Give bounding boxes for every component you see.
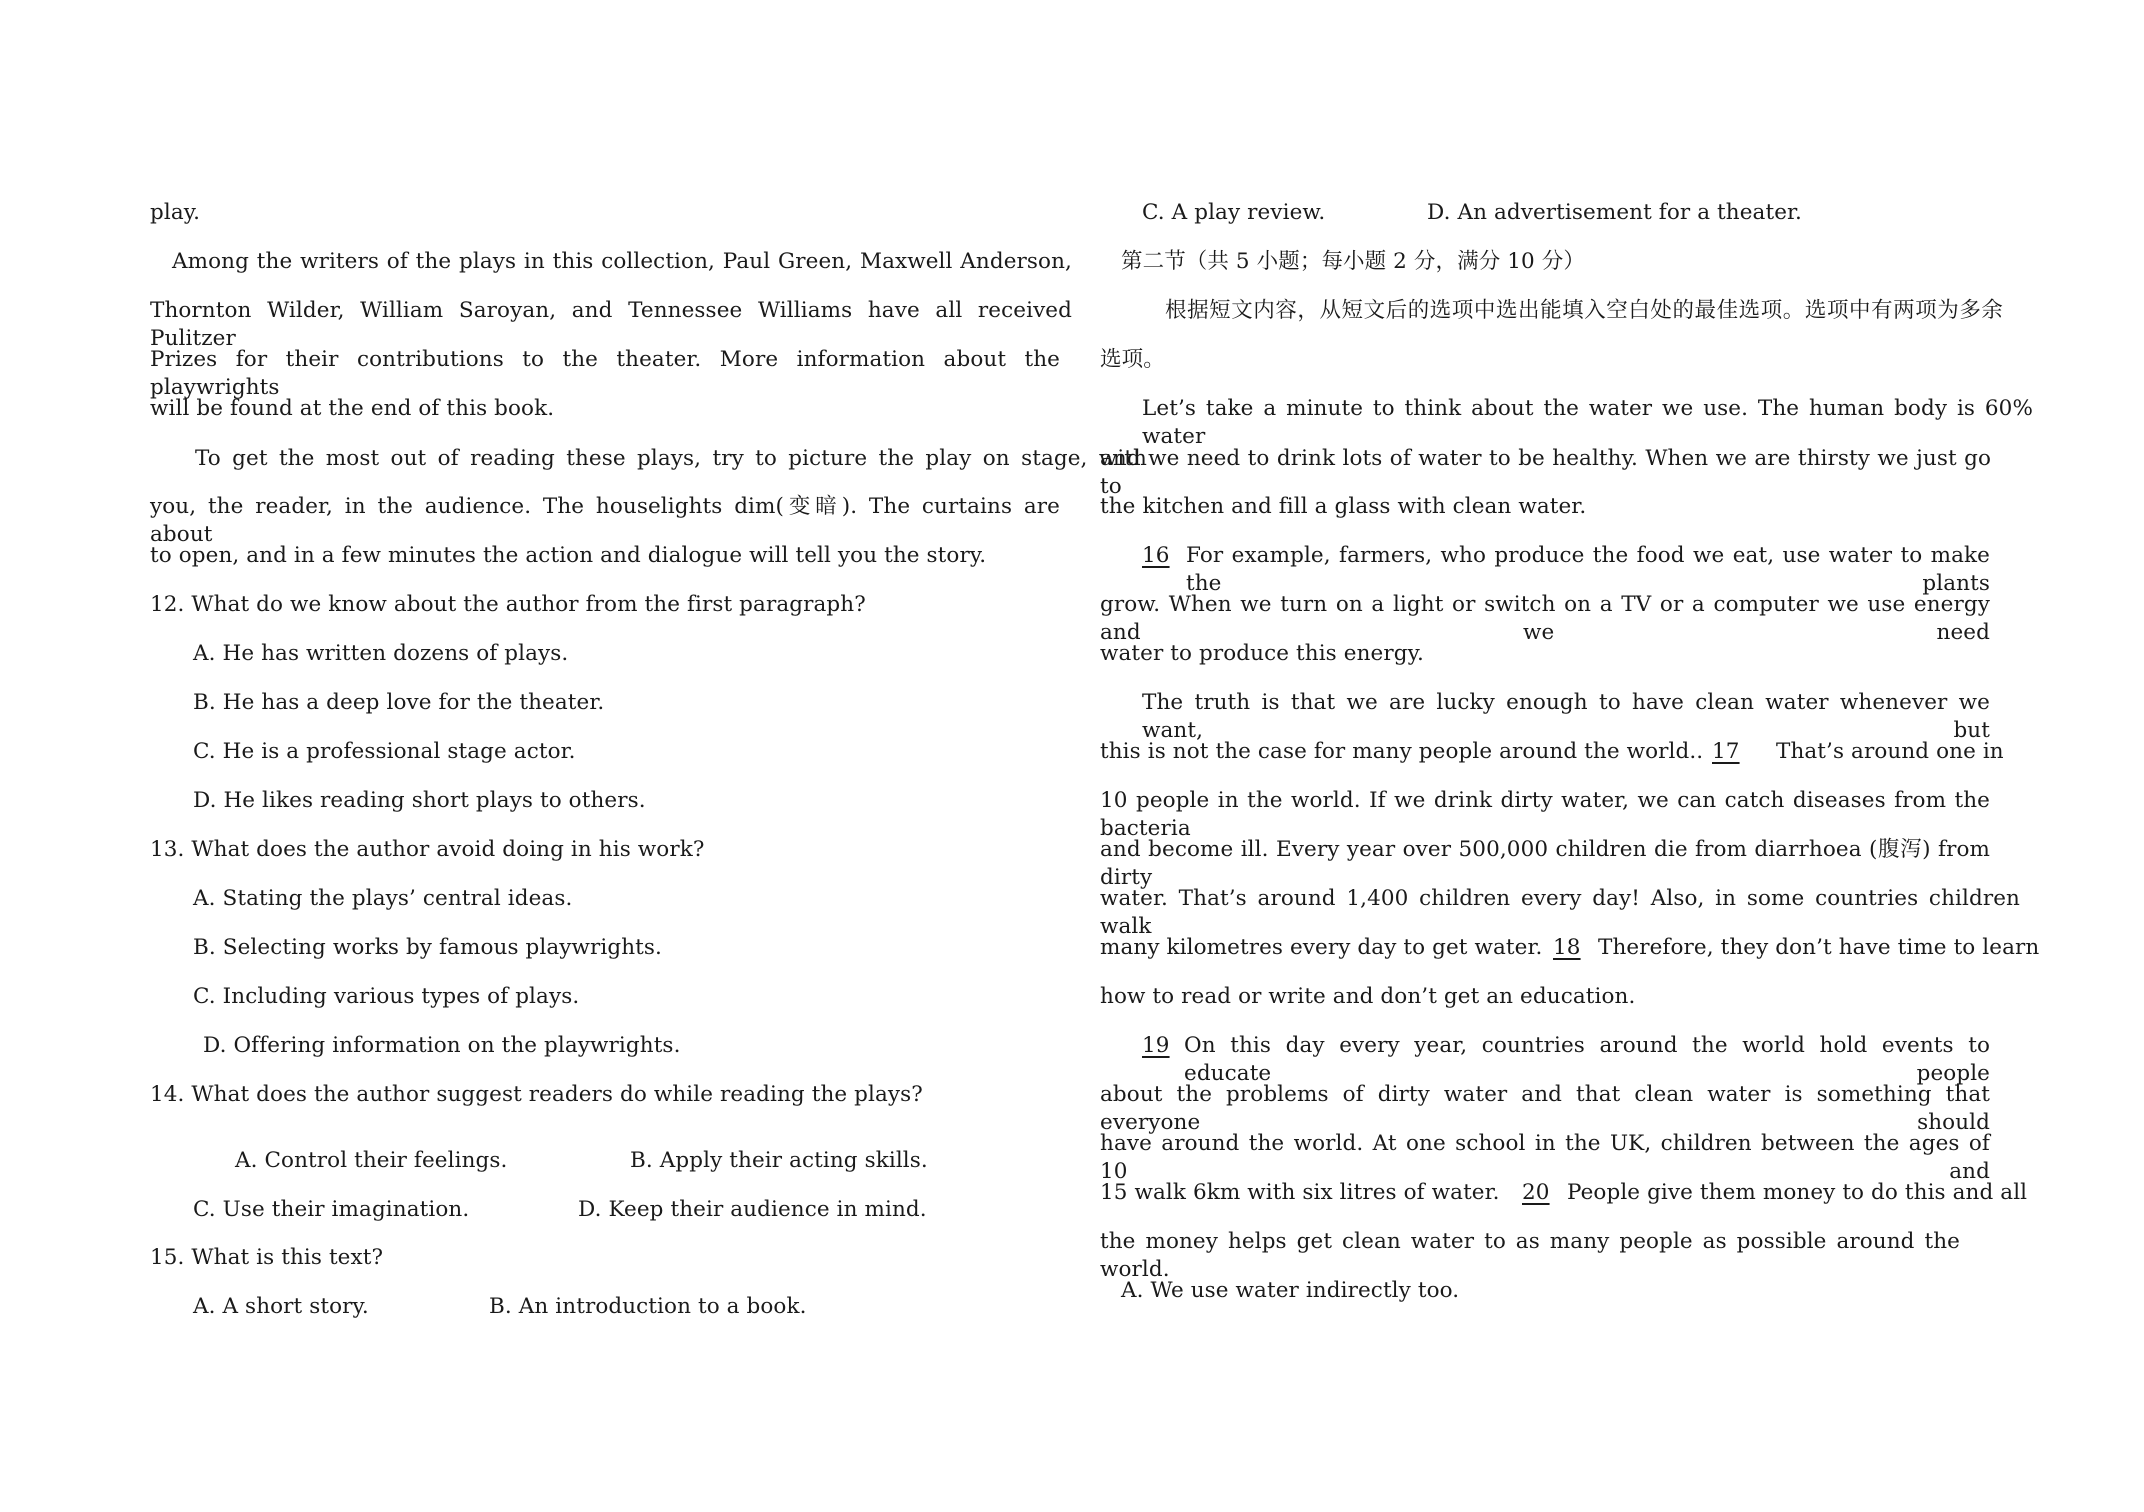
passage-line: 10 people in the world. If we drink dirty water, we can catch diseases from the bacteria: [1100, 788, 1990, 841]
passage-line: to open, and in a few minutes the action and dialogue will tell you the story.: [150, 543, 987, 568]
passage-line: grow. When we turn on a light or switch on a TV or a computer we use energy and we need: [1100, 592, 1990, 645]
passage-line: People give them money to do this and all: [1567, 1180, 2028, 1205]
option-12c: C. He is a professional stage actor.: [193, 739, 576, 764]
passage-line: To get the most out of reading these plays, try to picture the play on stage, with: [195, 446, 1147, 471]
passage-line: and become ill. Every year over 500,000 children die from diarrhoea (腹泻) from dirty: [1100, 837, 1990, 890]
blank-16: 16: [1142, 543, 1170, 568]
option-12b: B. He has a deep love for the theater.: [193, 690, 605, 715]
passage-line: will be found at the end of this book.: [150, 396, 555, 421]
passage-line: Among the writers of the plays in this collection, Paul Green, Maxwell Anderson,: [172, 249, 1072, 274]
passage-line: Therefore, they don’t have time to learn: [1598, 935, 2040, 960]
passage-line: On this day every year, countries around the world hold events to educate people: [1184, 1033, 1990, 1086]
passage-line: how to read or write and don’t get an education.: [1100, 984, 1636, 1009]
passage-line: many kilometres every day to get water.: [1100, 935, 1543, 960]
blank-18: 18: [1553, 935, 1581, 960]
passage-line: 15 walk 6km with six litres of water.: [1100, 1180, 1500, 1205]
passage-line: about the problems of dirty water and that clean water is something that everyone should: [1100, 1082, 1990, 1135]
passage-line: play.: [150, 200, 201, 225]
question-12: 12. What do we know about the author from the first paragraph?: [150, 592, 866, 617]
passage-line: The truth is that we are lucky enough to have clean water whenever we want, but: [1142, 690, 1990, 743]
question-13: 13. What does the author avoid doing in his work?: [150, 837, 705, 862]
option-14a: A. Control their feelings.: [235, 1148, 508, 1173]
passage-line: the money helps get clean water to as many people as possible around the world.: [1100, 1229, 1960, 1282]
section-heading: 第二节（共 5 小题；每小题 2 分，满分 10 分）: [1121, 249, 1585, 274]
instructions-line: 根据短文内容，从短文后的选项中选出能填入空白处的最佳选项。选项中有两项为多余: [1165, 298, 2003, 323]
option-13d: D. Offering information on the playwrights.: [203, 1033, 681, 1058]
option-15d: D. An advertisement for a theater.: [1427, 200, 1802, 225]
instructions-line: 选项。: [1100, 347, 1165, 372]
option-12d: D. He likes reading short plays to others.: [193, 788, 646, 813]
passage-line: Let’s take a minute to think about the water we use. The human body is 60% water: [1142, 396, 2033, 449]
passage-line: you, the reader, in the audience. The houselights dim(变暗). The curtains are about: [150, 494, 1060, 547]
question-14: 14. What does the author suggest readers do while reading the plays?: [150, 1082, 923, 1107]
option-13c: C. Including various types of plays.: [193, 984, 580, 1009]
blank-20: 20: [1522, 1180, 1550, 1205]
passage-line: the kitchen and fill a glass with clean water.: [1100, 494, 1587, 519]
option-15c: C. A play review.: [1142, 200, 1326, 225]
passage-line: and we need to drink lots of water to be healthy. When we are thirsty we just go to: [1100, 446, 1991, 499]
passage-line: Thornton Wilder, William Saroyan, and Tennessee Williams have all received Pulitzer: [150, 298, 1072, 351]
passage-line: water to produce this energy.: [1100, 641, 1424, 666]
option-13b: B. Selecting works by famous playwrights.: [193, 935, 662, 960]
option-15b: B. An introduction to a book.: [489, 1294, 807, 1319]
option-14c: C. Use their imagination.: [193, 1197, 470, 1222]
option-14d: D. Keep their audience in mind.: [578, 1197, 927, 1222]
passage-line: Prizes for their contributions to the theater. More information about the playwrights: [150, 347, 1060, 400]
option-13a: A. Stating the plays’ central ideas.: [193, 886, 573, 911]
blank-17: 17: [1712, 739, 1740, 764]
option-14b: B. Apply their acting skills.: [630, 1148, 928, 1173]
passage-line: water. That’s around 1,400 children every day! Also, in some countries children walk: [1100, 886, 2020, 939]
passage-line: have around the world. At one school in the UK, children between the ages of 10 and: [1100, 1131, 1990, 1184]
passage-line: this is not the case for many people around the world..: [1100, 739, 1704, 764]
question-15: 15. What is this text?: [150, 1245, 384, 1270]
option-a: A. We use water indirectly too.: [1121, 1278, 1460, 1303]
blank-19: 19: [1142, 1033, 1170, 1058]
passage-line: That’s around one in: [1776, 739, 2004, 764]
passage-line: For example, farmers, who produce the food we eat, use water to make the plants: [1186, 543, 1990, 596]
option-15a: A. A short story.: [193, 1294, 369, 1319]
option-12a: A. He has written dozens of plays.: [193, 641, 569, 666]
